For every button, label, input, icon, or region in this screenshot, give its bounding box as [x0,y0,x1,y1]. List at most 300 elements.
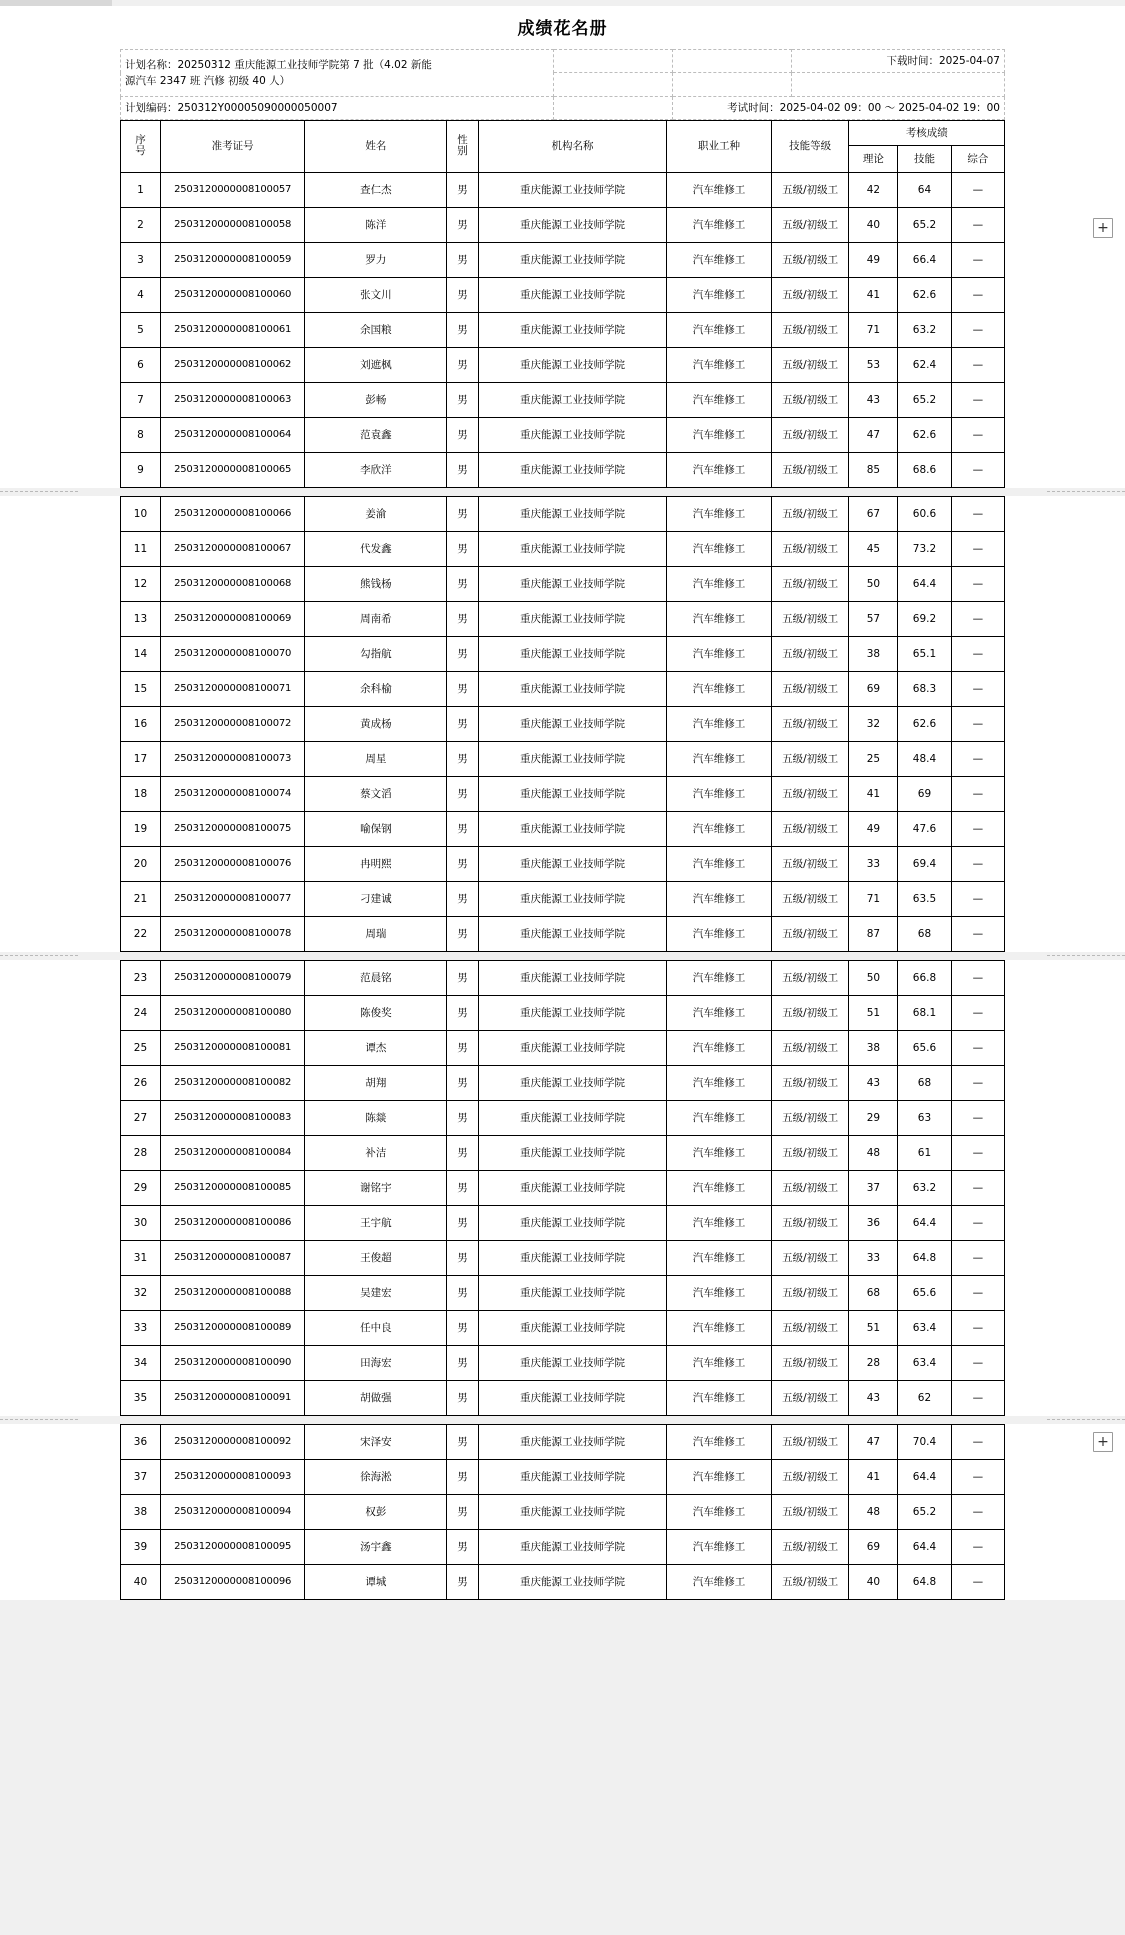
cell-level: 五级/初级工 [771,671,849,706]
cell-theory: 40 [849,207,898,242]
cell-level: 五级/初级工 [771,995,849,1030]
cell-comprehensive: — [951,277,1004,312]
cell-name: 胡做强 [305,1380,447,1415]
cell-comprehensive: — [951,1494,1004,1529]
table-row[interactable] [121,452,1005,487]
cell-sex: 男 [447,1240,478,1275]
col-header-sex-line1: 性 [457,134,468,147]
cell-name: 谭杰 [305,1030,447,1065]
page-gap-3 [0,1416,1125,1424]
cell-org: 重庆能源工业技师学院 [478,417,667,452]
cell-level: 五级/初级工 [771,207,849,242]
page-gap-2 [0,952,1125,960]
cell-theory: 48 [849,1494,898,1529]
cell-name: 权彭 [305,1494,447,1529]
cell-comprehensive: — [951,347,1004,382]
cell-comprehensive: — [951,1564,1004,1599]
cell-org: 重庆能源工业技师学院 [478,566,667,601]
table-row[interactable] [121,417,1005,452]
cell-comprehensive: — [951,382,1004,417]
cell-level: 五级/初级工 [771,741,849,776]
cell-org: 重庆能源工业技师学院 [478,1100,667,1135]
table-row[interactable] [121,916,1005,951]
add-row-button-bottom[interactable]: + [1093,1432,1113,1452]
cell-sex: 男 [447,671,478,706]
cell-skill: 64.8 [898,1240,951,1275]
cell-skill: 69 [898,776,951,811]
cell-skill: 65.2 [898,1494,951,1529]
table-row[interactable] [121,312,1005,347]
cell-comprehensive: — [951,671,1004,706]
cell-sex: 男 [447,1065,478,1100]
table-row[interactable] [121,601,1005,636]
cell-org: 重庆能源工业技师学院 [478,347,667,382]
table-row[interactable] [121,1459,1005,1494]
table-row[interactable] [121,1065,1005,1100]
cell-name: 刁建诚 [305,881,447,916]
plan-code: 计划编码：250312Y00005090000050007 [121,96,554,119]
cell-comprehensive: — [951,706,1004,741]
cell-theory: 37 [849,1170,898,1205]
cell-org: 重庆能源工业技师学院 [478,1170,667,1205]
meta-spacer-f [554,96,673,119]
cell-name: 陈俊奖 [305,995,447,1030]
cell-job: 汽车维修工 [667,1205,771,1240]
sheet-1 [0,6,1125,488]
download-time: 下载时间：2025-04-07 [792,50,1005,73]
cell-sex: 男 [447,1205,478,1240]
cell-org: 重庆能源工业技师学院 [478,1205,667,1240]
cell-theory: 67 [849,496,898,531]
cell-org: 重庆能源工业技师学院 [478,277,667,312]
table-row[interactable] [121,566,1005,601]
cell-job: 汽车维修工 [667,172,771,207]
cell-job: 汽车维修工 [667,846,771,881]
cell-comprehensive: — [951,172,1004,207]
cell-name: 查仁杰 [305,172,447,207]
cell-seq: 19 [121,811,161,846]
table-row[interactable] [121,1345,1005,1380]
roster-tbody-1 [121,172,1005,487]
cell-admission-no: 2503120000008100074 [160,776,304,811]
table-row[interactable] [121,382,1005,417]
cell-theory: 41 [849,1459,898,1494]
cell-admission-no: 2503120000008100090 [160,1345,304,1380]
table-row[interactable] [121,1275,1005,1310]
cell-org: 重庆能源工业技师学院 [478,452,667,487]
cell-seq: 12 [121,566,161,601]
cell-name: 喻保钢 [305,811,447,846]
cell-org: 重庆能源工业技师学院 [478,601,667,636]
table-row[interactable] [121,1380,1005,1415]
cell-name: 范袁鑫 [305,417,447,452]
cell-job: 汽车维修工 [667,347,771,382]
cell-job: 汽车维修工 [667,995,771,1030]
cell-theory: 43 [849,382,898,417]
cell-theory: 71 [849,312,898,347]
cell-sex: 男 [447,1100,478,1135]
cell-seq: 25 [121,1030,161,1065]
cell-seq: 16 [121,706,161,741]
cell-skill: 68.6 [898,452,951,487]
cell-skill: 68.1 [898,995,951,1030]
cell-seq: 18 [121,776,161,811]
meta-spacer-e [792,73,1005,96]
cell-name: 周星 [305,741,447,776]
meta-spacer-c [554,73,673,96]
cell-sex: 男 [447,452,478,487]
sheet-4 [0,1424,1125,1600]
cell-theory: 71 [849,881,898,916]
cell-admission-no: 2503120000008100075 [160,811,304,846]
col-header-seq [121,120,161,172]
col-header-seq-line1: 序 [135,134,146,147]
cell-skill: 48.4 [898,741,951,776]
cell-skill: 69.4 [898,846,951,881]
cell-skill: 63.2 [898,1170,951,1205]
cell-admission-no: 2503120000008100089 [160,1310,304,1345]
cell-comprehensive: — [951,881,1004,916]
cell-skill: 61 [898,1135,951,1170]
cell-job: 汽车维修工 [667,207,771,242]
col-header-comprehensive: 综合 [951,145,1004,172]
cell-job: 汽车维修工 [667,960,771,995]
cell-comprehensive: — [951,811,1004,846]
cell-job: 汽车维修工 [667,452,771,487]
cell-sex: 男 [447,347,478,382]
cell-job: 汽车维修工 [667,1100,771,1135]
cell-org: 重庆能源工业技师学院 [478,172,667,207]
table-row[interactable] [121,1135,1005,1170]
col-header-theory: 理论 [849,145,898,172]
table-row[interactable] [121,706,1005,741]
table-row[interactable] [121,1310,1005,1345]
cell-admission-no: 2503120000008100077 [160,881,304,916]
cell-level: 五级/初级工 [771,811,849,846]
cell-level: 五级/初级工 [771,1459,849,1494]
roster-tbody-4 [121,1424,1005,1599]
table-row[interactable] [121,1240,1005,1275]
cell-job: 汽车维修工 [667,636,771,671]
cell-name: 谢铭宇 [305,1170,447,1205]
cell-seq: 33 [121,1310,161,1345]
cell-name: 谭城 [305,1564,447,1599]
cell-comprehensive: — [951,531,1004,566]
cell-seq: 3 [121,242,161,277]
cell-comprehensive: — [951,1065,1004,1100]
cell-comprehensive: — [951,916,1004,951]
cell-skill: 70.4 [898,1424,951,1459]
cell-sex: 男 [447,531,478,566]
table-row[interactable] [121,960,1005,995]
cell-org: 重庆能源工业技师学院 [478,636,667,671]
cell-theory: 25 [849,741,898,776]
meta-spacer-b [673,50,792,73]
cell-name: 范晨铭 [305,960,447,995]
cell-comprehensive: — [951,636,1004,671]
cell-admission-no: 2503120000008100093 [160,1459,304,1494]
roster-table-1 [120,120,1005,488]
cell-comprehensive: — [951,1380,1004,1415]
cell-level: 五级/初级工 [771,1240,849,1275]
cell-sex: 男 [447,741,478,776]
table-row[interactable] [121,846,1005,881]
cell-admission-no: 2503120000008100068 [160,566,304,601]
cell-seq: 29 [121,1170,161,1205]
table-row[interactable] [121,1030,1005,1065]
roster-table-4 [120,1424,1005,1600]
col-header-skill: 技能 [898,145,951,172]
cell-level: 五级/初级工 [771,881,849,916]
cell-sex: 男 [447,1494,478,1529]
table-row[interactable] [121,671,1005,706]
header-row-top [121,120,1005,145]
cell-comprehensive: — [951,741,1004,776]
cell-theory: 43 [849,1380,898,1415]
cell-sex: 男 [447,1459,478,1494]
cell-sex: 男 [447,1424,478,1459]
cell-seq: 11 [121,531,161,566]
cell-sex: 男 [447,417,478,452]
cell-admission-no: 2503120000008100079 [160,960,304,995]
col-header-admission-no: 准考证号 [160,120,304,172]
cell-skill: 65.6 [898,1030,951,1065]
cell-theory: 50 [849,960,898,995]
table-row[interactable] [121,531,1005,566]
cell-comprehensive: — [951,1424,1004,1459]
cell-skill: 66.4 [898,242,951,277]
cell-seq: 7 [121,382,161,417]
cell-sex: 男 [447,382,478,417]
cell-admission-no: 2503120000008100070 [160,636,304,671]
cell-sex: 男 [447,242,478,277]
cell-level: 五级/初级工 [771,1564,849,1599]
cell-org: 重庆能源工业技师学院 [478,382,667,417]
cell-level: 五级/初级工 [771,776,849,811]
cell-name: 宋泽安 [305,1424,447,1459]
cell-org: 重庆能源工业技师学院 [478,1135,667,1170]
cell-skill: 64.4 [898,1459,951,1494]
table-row[interactable] [121,636,1005,671]
add-row-button[interactable]: + [1093,218,1113,238]
table-row[interactable] [121,277,1005,312]
table-row[interactable] [121,881,1005,916]
cell-org: 重庆能源工业技师学院 [478,811,667,846]
cell-level: 五级/初级工 [771,1135,849,1170]
cell-level: 五级/初级工 [771,382,849,417]
cell-skill: 65.6 [898,1275,951,1310]
cell-admission-no: 2503120000008100091 [160,1380,304,1415]
cell-admission-no: 2503120000008100071 [160,671,304,706]
cell-admission-no: 2503120000008100061 [160,312,304,347]
cell-seq: 23 [121,960,161,995]
cell-skill: 62.6 [898,706,951,741]
roster-table-3 [120,960,1005,1416]
cell-name: 吴建宏 [305,1275,447,1310]
cell-comprehensive: — [951,566,1004,601]
cell-sex: 男 [447,566,478,601]
table-row[interactable] [121,1205,1005,1240]
cell-job: 汽车维修工 [667,881,771,916]
cell-seq: 1 [121,172,161,207]
cell-admission-no: 2503120000008100069 [160,601,304,636]
col-header-sex [447,120,478,172]
cell-theory: 32 [849,706,898,741]
cell-comprehensive: — [951,1310,1004,1345]
cell-job: 汽车维修工 [667,1030,771,1065]
cell-name: 王俊超 [305,1240,447,1275]
cell-org: 重庆能源工业技师学院 [478,671,667,706]
cell-comprehensive: — [951,1205,1004,1240]
table-row[interactable] [121,1529,1005,1564]
cell-seq: 14 [121,636,161,671]
cell-admission-no: 2503120000008100065 [160,452,304,487]
plan-name-line-1: 计划名称：20250312 重庆能源工业技师学院第 7 批（4.02 新能 [125,58,432,71]
table-row[interactable] [121,1100,1005,1135]
table-row[interactable] [121,1564,1005,1599]
cell-seq: 28 [121,1135,161,1170]
cell-job: 汽车维修工 [667,1135,771,1170]
cell-org: 重庆能源工业技师学院 [478,846,667,881]
cell-job: 汽车维修工 [667,496,771,531]
cell-org: 重庆能源工业技师学院 [478,1380,667,1415]
cell-theory: 68 [849,1275,898,1310]
cell-name: 刘遮枫 [305,347,447,382]
cell-name: 王宇航 [305,1205,447,1240]
cell-admission-no: 2503120000008100058 [160,207,304,242]
col-header-level: 技能等级 [771,120,849,172]
table-row[interactable] [121,811,1005,846]
cell-theory: 85 [849,452,898,487]
cell-level: 五级/初级工 [771,1345,849,1380]
cell-skill: 68.3 [898,671,951,706]
cell-seq: 20 [121,846,161,881]
cell-theory: 45 [849,531,898,566]
cell-org: 重庆能源工业技师学院 [478,1564,667,1599]
cell-theory: 33 [849,1240,898,1275]
cell-comprehensive: — [951,1529,1004,1564]
meta-spacer-a [554,50,673,73]
table-row[interactable] [121,207,1005,242]
cell-name: 蔡文滔 [305,776,447,811]
cell-admission-no: 2503120000008100057 [160,172,304,207]
cell-skill: 73.2 [898,531,951,566]
cell-sex: 男 [447,995,478,1030]
cell-admission-no: 2503120000008100084 [160,1135,304,1170]
cell-job: 汽车维修工 [667,1065,771,1100]
cell-comprehensive: — [951,776,1004,811]
cell-seq: 17 [121,741,161,776]
cell-seq: 38 [121,1494,161,1529]
cell-theory: 50 [849,566,898,601]
cell-job: 汽车维修工 [667,531,771,566]
cell-admission-no: 2503120000008100076 [160,846,304,881]
cell-skill: 64.4 [898,566,951,601]
cell-name: 陈洋 [305,207,447,242]
cell-comprehensive: — [951,1345,1004,1380]
col-header-seq-line2: 号 [135,145,146,158]
table-row[interactable] [121,347,1005,382]
table-row[interactable] [121,1170,1005,1205]
cell-admission-no: 2503120000008100085 [160,1170,304,1205]
table-row[interactable] [121,172,1005,207]
cell-org: 重庆能源工业技师学院 [478,881,667,916]
col-header-scores-group: 考核成绩 [849,120,1005,145]
cell-org: 重庆能源工业技师学院 [478,1345,667,1380]
cell-comprehensive: — [951,452,1004,487]
table-row[interactable] [121,1494,1005,1529]
cell-sex: 男 [447,207,478,242]
cell-seq: 13 [121,601,161,636]
cell-level: 五级/初级工 [771,916,849,951]
cell-skill: 65.2 [898,382,951,417]
cell-theory: 87 [849,916,898,951]
cell-org: 重庆能源工业技师学院 [478,1494,667,1529]
cell-theory: 47 [849,1424,898,1459]
cell-seq: 21 [121,881,161,916]
cell-comprehensive: — [951,312,1004,347]
cell-comprehensive: — [951,1275,1004,1310]
cell-sex: 男 [447,1345,478,1380]
cell-seq: 6 [121,347,161,382]
cell-seq: 27 [121,1100,161,1135]
cell-admission-no: 2503120000008100096 [160,1564,304,1599]
cell-theory: 43 [849,1065,898,1100]
cell-theory: 40 [849,1564,898,1599]
table-row[interactable] [121,242,1005,277]
cell-name: 余国粮 [305,312,447,347]
table-row[interactable] [121,496,1005,531]
cell-org: 重庆能源工业技师学院 [478,1529,667,1564]
table-row[interactable] [121,1424,1005,1459]
plan-name-line-2: 源汽车 2347 班 汽修 初级 40 人） [125,74,291,87]
cell-name: 罗力 [305,242,447,277]
cell-sex: 男 [447,1380,478,1415]
cell-org: 重庆能源工业技师学院 [478,706,667,741]
cell-comprehensive: — [951,1170,1004,1205]
cell-admission-no: 2503120000008100064 [160,417,304,452]
table-row[interactable] [121,995,1005,1030]
cell-org: 重庆能源工业技师学院 [478,1275,667,1310]
table-row[interactable] [121,776,1005,811]
cell-level: 五级/初级工 [771,960,849,995]
roster-tbody-3 [121,960,1005,1415]
cell-name: 熊钱杨 [305,566,447,601]
table-row[interactable] [121,741,1005,776]
cell-seq: 40 [121,1564,161,1599]
cell-sex: 男 [447,846,478,881]
cell-name: 陈燚 [305,1100,447,1135]
col-header-org: 机构名称 [478,120,667,172]
cell-level: 五级/初级工 [771,452,849,487]
cell-org: 重庆能源工业技师学院 [478,496,667,531]
cell-seq: 2 [121,207,161,242]
cell-sex: 男 [447,636,478,671]
cell-level: 五级/初级工 [771,496,849,531]
cell-skill: 62.6 [898,417,951,452]
col-header-job: 职业工种 [667,120,771,172]
cell-org: 重庆能源工业技师学院 [478,916,667,951]
cell-seq: 9 [121,452,161,487]
cell-seq: 30 [121,1205,161,1240]
cell-seq: 36 [121,1424,161,1459]
roster-tbody-2 [121,496,1005,951]
cell-seq: 37 [121,1459,161,1494]
cell-org: 重庆能源工业技师学院 [478,1459,667,1494]
cell-sex: 男 [447,881,478,916]
cell-comprehensive: — [951,601,1004,636]
cell-org: 重庆能源工业技师学院 [478,1065,667,1100]
